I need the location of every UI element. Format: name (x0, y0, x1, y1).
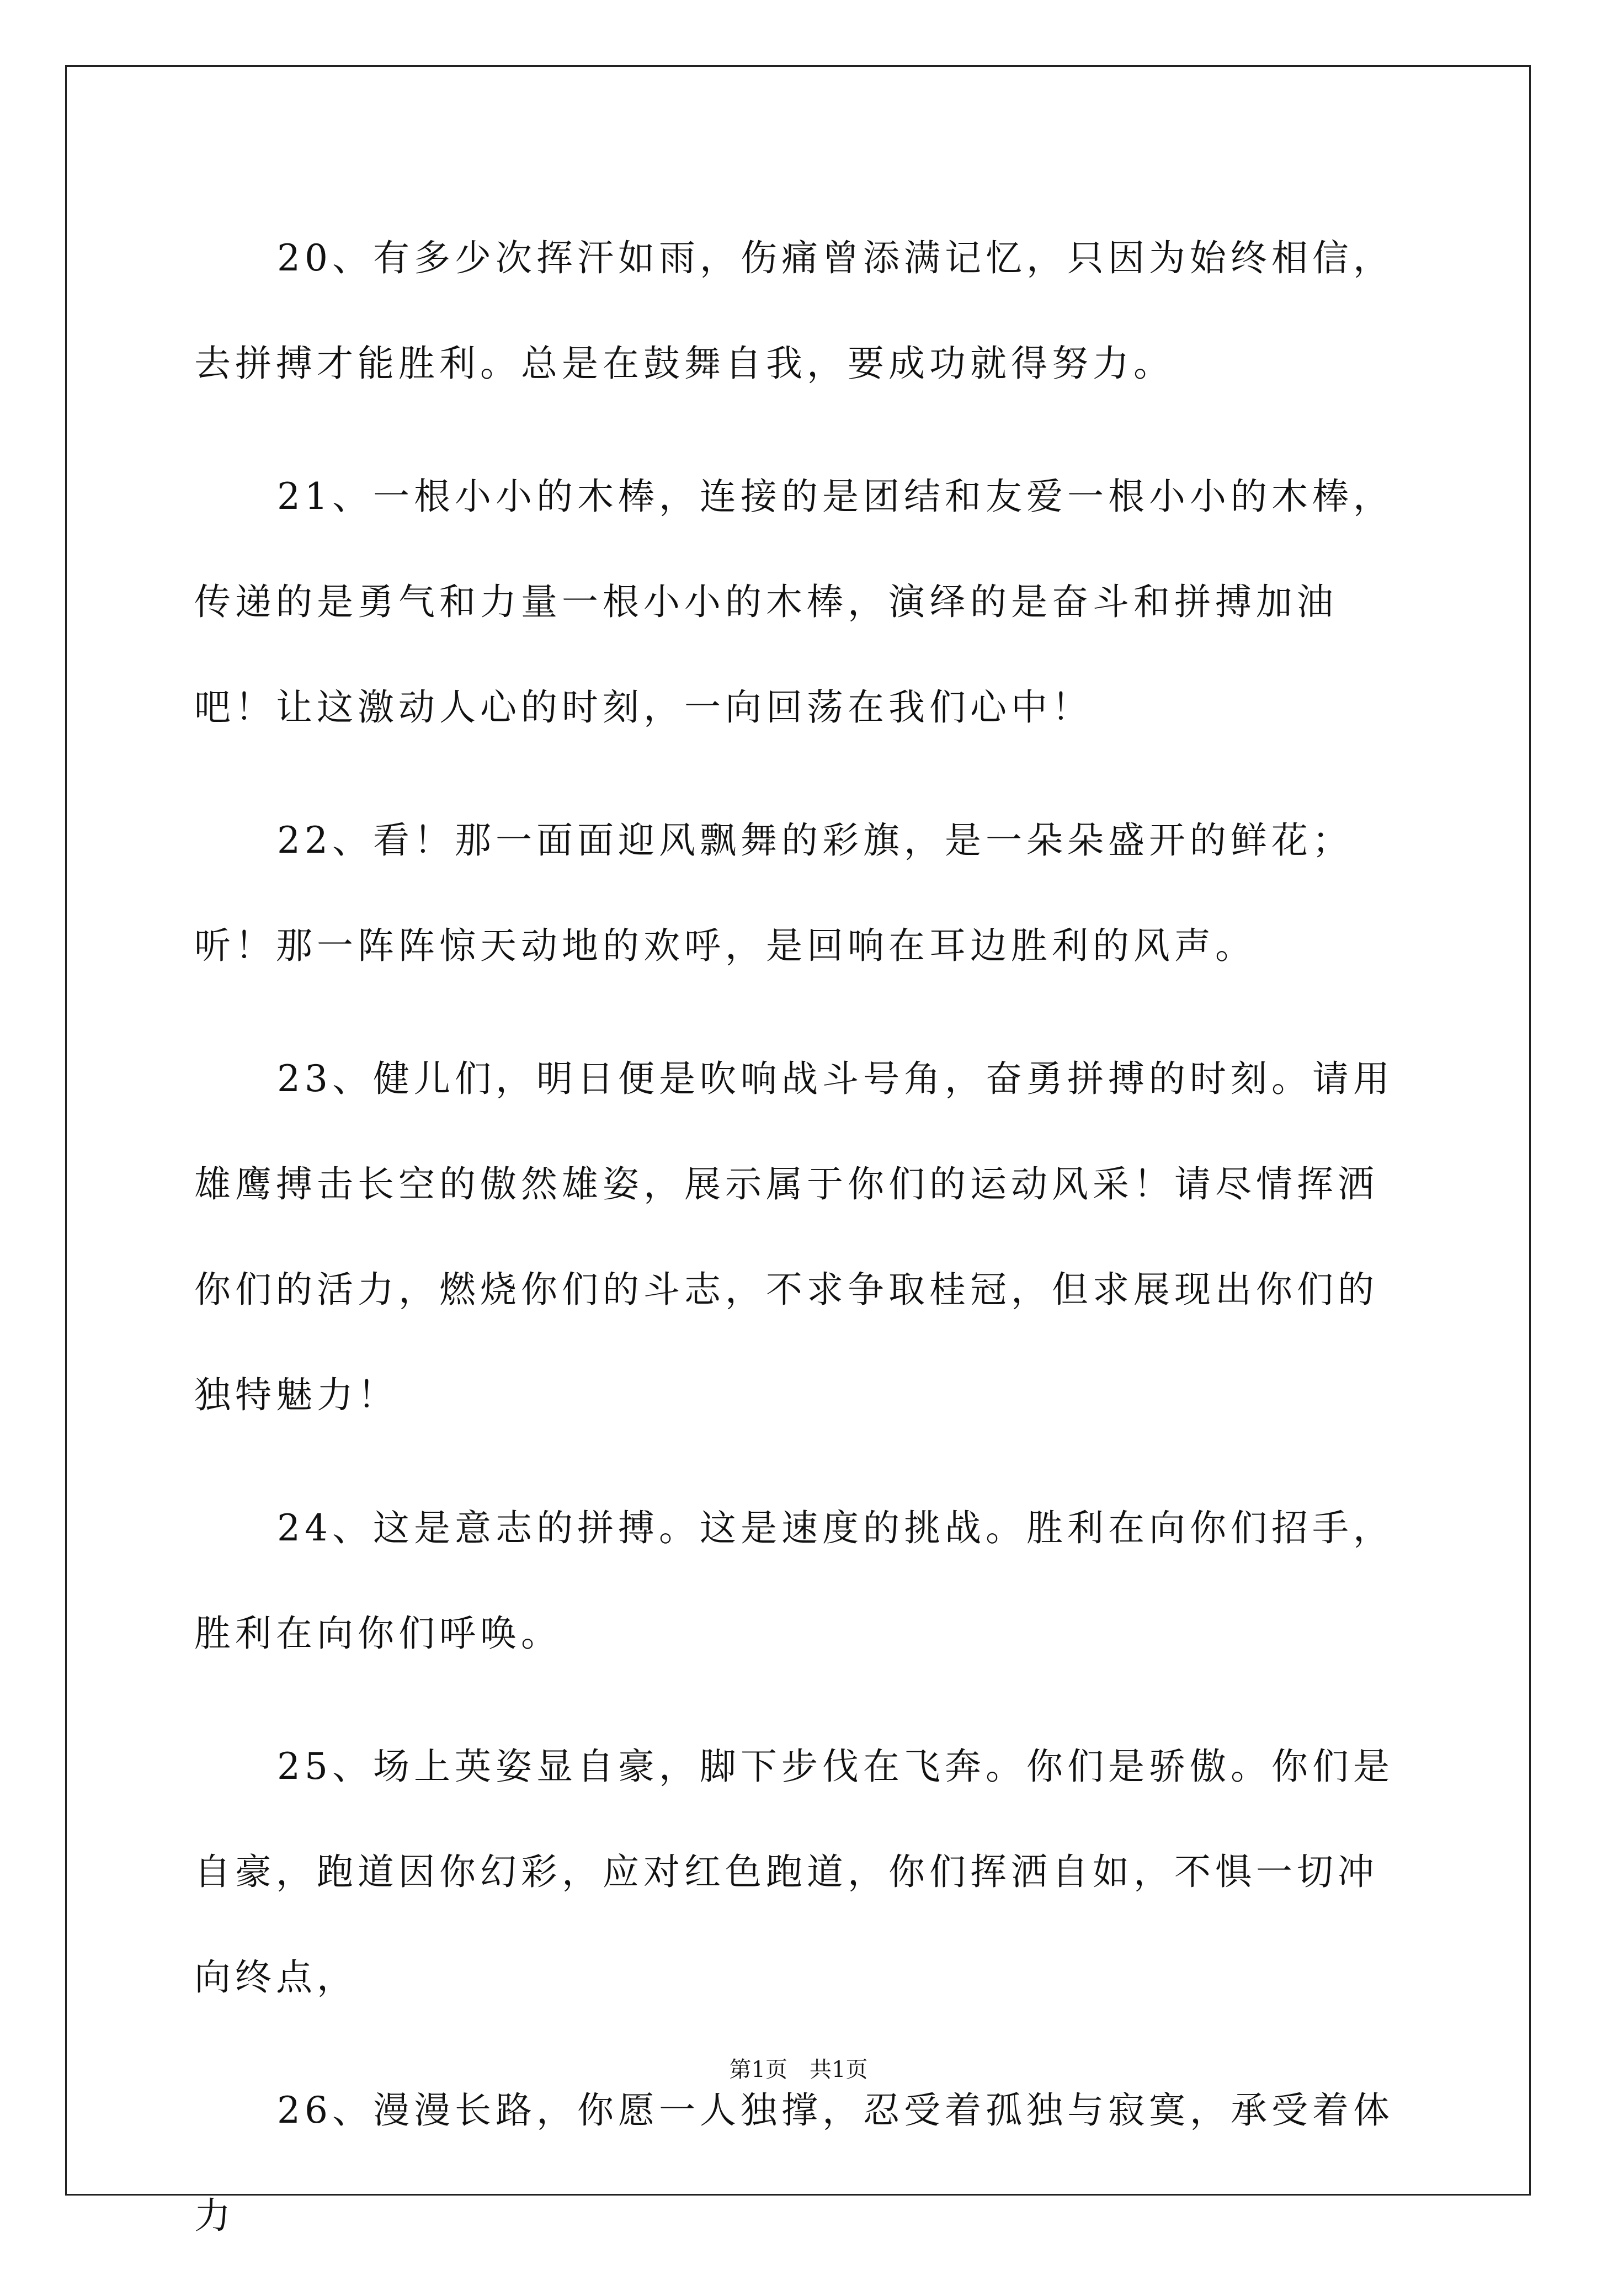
paragraph-22: 22、看！那一面面迎风飘舞的彩旗，是一朵朵盛开的鲜花；听！那一阵阵惊天动地的欢呼，是回响在耳边胜利的风声。 (194, 819, 1353, 967)
paragraph-25: 25、场上英姿显自豪，脚下步伐在飞奔。你们是骄傲。你们是自豪，跑道因你幻彩，应对红色跑道，你们挥洒自如，不惧一切冲向终点， (194, 1745, 1394, 1999)
paragraph-26: 26、漫漫长路，你愿一人独撑，忍受着孤独与寂寞，承受着体力 (194, 2089, 1394, 2237)
paragraph-24: 24、这是意志的拼搏。这是速度的挑战。胜利在向你们招手，胜利在向你们呼唤。 (194, 1507, 1394, 1655)
paragraph-23: 23、健儿们，明日便是吹响战斗号角，奋勇拼搏的时刻。请用雄鹰搏击长空的傲然雄姿，展示属于你们的运动风采！请尽情挥洒你们的活力，燃烧你们的斗志，不求争取桂冠，但求展现出你们的独特魅力！ (194, 1057, 1394, 1416)
document-body (194, 205, 1408, 2296)
page-number-footer: 第1页 共1页 (729, 2057, 868, 2082)
paragraph-21: 21、一根小小的木棒，连接的是团结和友爱一根小小的木棒，传递的是勇气和力量一根小小的木棒，演绎的是奋斗和拼搏加油吧！让这激动人心的时刻，一向回荡在我们心中！ (194, 475, 1394, 729)
paragraph-20: 20、有多少次挥汗如雨，伤痛曾添满记忆，只因为始终相信，去拼搏才能胜利。总是在鼓舞自我，要成功就得努力。 (194, 237, 1394, 385)
